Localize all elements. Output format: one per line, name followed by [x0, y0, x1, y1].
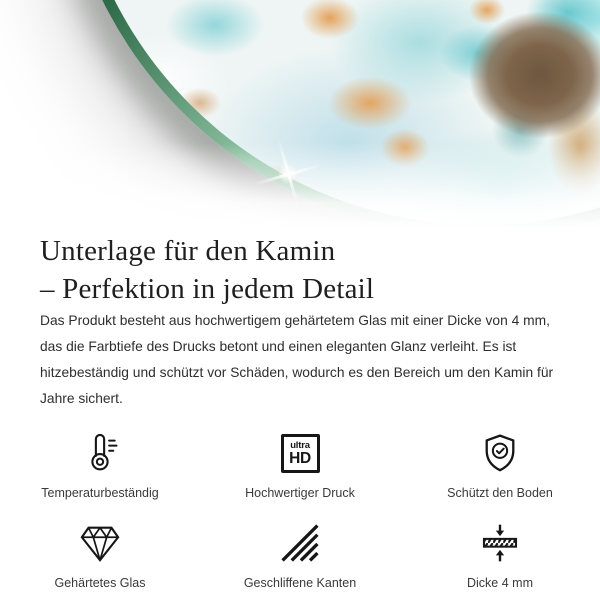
ultra-hd-badge-icon	[281, 430, 320, 476]
feature-list	[0, 430, 600, 592]
feature-thickness-4mm	[400, 520, 600, 592]
ultra-hd-badge-text-top: ultra	[290, 439, 310, 451]
diamond-icon	[77, 520, 123, 566]
shield-check-icon	[478, 430, 522, 476]
feature-temperature-resistant	[0, 430, 200, 502]
glass-thickness-icon	[478, 520, 522, 566]
feature-label: Hochwertiger Druck	[245, 486, 355, 500]
ultra-hd-badge-text-bottom: HD	[289, 449, 311, 467]
photo-bottom-fade	[0, 143, 600, 228]
polished-edges-icon	[278, 520, 322, 566]
page-title	[40, 232, 564, 308]
thermometer-icon	[78, 430, 122, 476]
page-title-line2: – Perfektion in jedem Detail	[40, 273, 375, 305]
feature-label: Gehärtetes Glas	[54, 576, 146, 590]
product-photo	[0, 0, 600, 228]
feature-high-quality-print	[200, 430, 400, 502]
feature-label: Schützt den Boden	[447, 486, 553, 500]
feature-protects-floor	[400, 430, 600, 502]
page-title-line1: Unterlage für den Kamin	[40, 235, 336, 267]
feature-label: Temperaturbeständig	[41, 486, 159, 500]
feature-label: Dicke 4 mm	[467, 576, 533, 590]
feature-tempered-glass	[0, 520, 200, 592]
product-description-section	[0, 232, 600, 412]
feature-label: Geschliffene Kanten	[243, 576, 357, 590]
feature-polished-edges	[200, 520, 400, 592]
product-description: Das Produkt besteht aus hochwertigem gehärtetem Glas mit einer Dicke von 4 mm, das die Farbtiefe des Drucks betont und einen eleganten Glanz verleiht. Es ist hitzebeständig und schützt vor Schäden, wodurch es den Bereich um den Kamin für Jahre sichert.	[40, 313, 554, 406]
